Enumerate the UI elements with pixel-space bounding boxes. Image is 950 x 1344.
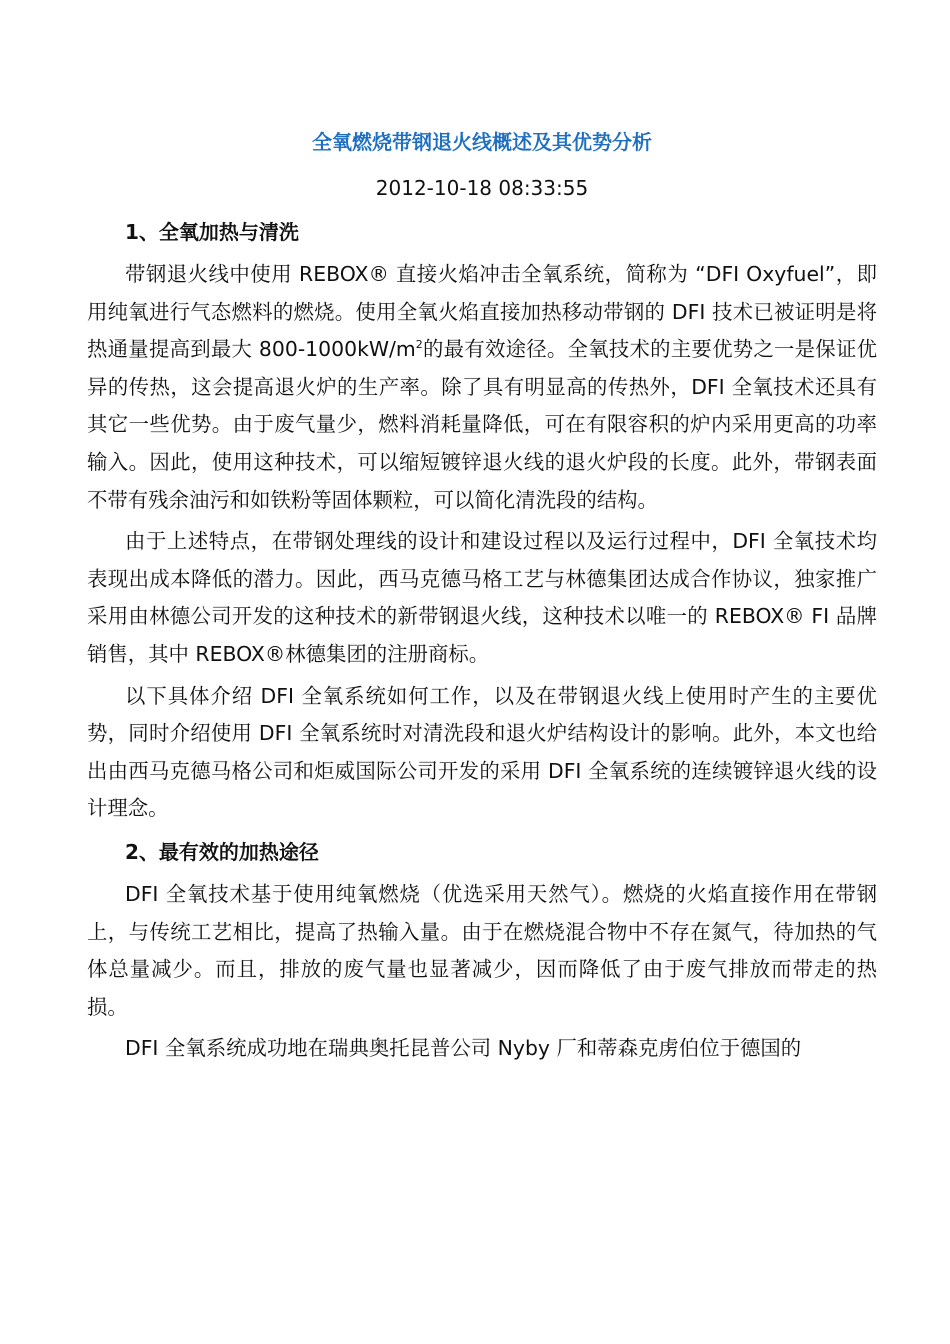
section-1-paragraph-2: 由于上述特点，在带钢处理线的设计和建设过程以及运行过程中，DFI 全氧技术均表现出成本降低的潜力。因此，西马克德马格工艺与林德集团达成合作协议，独家推广采用由林德公司开发的这种技术的新带钢退火线，这种技术以唯一的 REBOX® FI 品牌销售，其中 REBOX®林德集团的注册商标。 <box>87 529 877 666</box>
publish-date: 2012-10-18 08:33:55 <box>375 176 589 200</box>
document-title: 全氧燃烧带钢退火线概述及其优势分析 <box>312 130 652 154</box>
paragraph-text-continued: 的最有效途径。全氧技术的主要优势之一是保证优异的传热，这会提高退火炉的生产率。除了具有明显高的传热外，DFI 全氧技术还具有其它一些优势。由于废气量少，燃料消耗量降低，可在有限容积的炉内采用更高的功率输入。因此，使用这种技术，可以缩短镀锌退火线的退火炉段的长度。此外，带钢表面不带有残余油污和如铁粉等固体颗粒，可以简化清洗段的结构。 <box>87 337 877 512</box>
paragraph-text: 带钢退火线中使用 REBOX® 直接火焰冲击全氧系统，简称为 “DFI Oxyfuel”，即用纯氧进行气态燃料的燃烧。使用全氧火焰直接加热移动带钢的 DFI 技术已被证明是将热通量提高到最大 800-1000kW/m <box>87 262 877 362</box>
superscript-exponent: 2 <box>415 338 423 352</box>
section-heading-1: 1、全氧加热与清洗 <box>125 220 299 244</box>
section-1-paragraph-1 <box>87 256 877 519</box>
section-2-paragraph-2: DFI 全氧系统成功地在瑞典奥托昆普公司 Nyby 厂和蒂森克虏伯位于德国的 <box>125 1036 802 1061</box>
section-1-paragraph-3: 以下具体介绍 DFI 全氧系统如何工作，以及在带钢退火线上使用时产生的主要优势，同时介绍使用 DFI 全氧系统时对清洗段和退火炉结构设计的影响。此外，本文也给出由西马克德马格公司和炬威国际公司开发的采用 DFI 全氧系统的连续镀锌退火线的设计理念。 <box>87 683 877 821</box>
section-2-paragraph-1: DFI 全氧技术基于使用纯氧燃烧（优选采用天然气）。燃烧的火焰直接作用在带钢上，与传统工艺相比，提高了热输入量。由于在燃烧混合物中不存在氮气，待加热的气体总量减少。而且，排放的废气量也显著减少，因而降低了由于废气排放而带走的热损。 <box>87 881 877 1019</box>
document-body <box>87 122 877 1068</box>
section-heading-2: 2、最有效的加热途径 <box>125 839 319 864</box>
